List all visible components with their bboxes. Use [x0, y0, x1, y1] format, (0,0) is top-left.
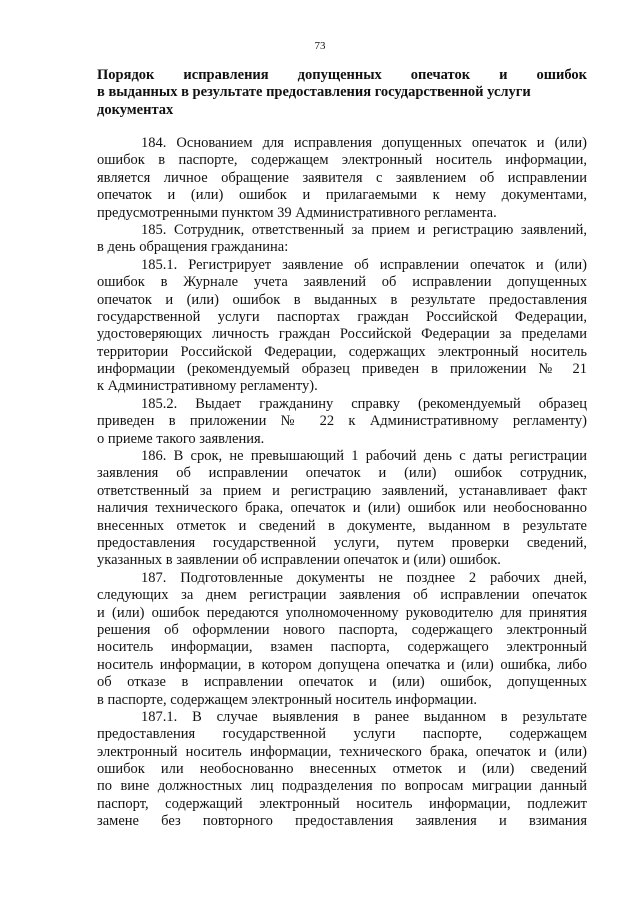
text-line: ошибок в Журнале учета заявлений об исправлении допущенных — [97, 274, 587, 291]
text-line: 186. В срок, не превышающий 1 рабочий день с даты регистрации — [141, 448, 587, 465]
text-line: наличия технического брака, опечаток и (или) ошибок или необоснованно — [97, 500, 587, 517]
text-line: замене без повторного предоставления заявления и взимания — [97, 813, 587, 830]
text-line: 185.1. Регистрирует заявление об исправлении опечаток и (или) — [141, 256, 587, 273]
text-line: информации (рекомендуемый образец приведен в приложении № 21 — [97, 361, 587, 378]
text-line: предоставления государственной услуги, путем проверки сведений, — [97, 534, 587, 551]
text-line: является личное обращение заявителя с заявлением об исправлении — [97, 169, 587, 186]
paragraph-185 — [97, 222, 587, 257]
page-number: 73 — [314, 40, 326, 52]
text-line: приведен в приложении № 22 к Административному регламенту) — [97, 413, 587, 430]
text-line: об отказе в исправлении опечаток и (или) ошибок, допущенных — [97, 674, 587, 691]
text-line: в паспорте, содержащем электронный носитель информации. — [97, 691, 477, 708]
paragraph-185-2 — [97, 396, 587, 448]
paragraph-184 — [97, 135, 587, 222]
text-line: электронный носитель информации, технического брака, опечаток и (или) — [97, 743, 587, 760]
text-line: указанных в заявлении об исправлении опечаток и (или) ошибок. — [97, 552, 501, 569]
text-line: удостоверяющих личность граждан Российской Федерации за пределами — [97, 326, 587, 343]
text-line: опечаток и (или) ошибок в выданных в результате предоставления — [97, 291, 587, 308]
text-line: 185. Сотрудник, ответственный за прием и регистрацию заявлений, — [141, 221, 587, 238]
text-line: и (или) ошибок передаются уполномоченному руководителю для принятия — [97, 604, 587, 621]
text-line: государственной услуги паспортах граждан Российской Федерации, — [97, 308, 587, 325]
text-line: ошибок или необоснованно внесенных отметок и (или) сведений — [97, 761, 587, 778]
heading-line: в выданных в результате предоставления государственной услуги — [97, 84, 531, 101]
paragraph-186 — [97, 448, 587, 570]
paragraph-187 — [97, 570, 587, 709]
text-line: по вине должностных лиц подразделения по вопросам миграции данный — [97, 778, 587, 795]
text-line: заявления об исправлении опечаток и (или) ошибок сотрудник, — [97, 465, 587, 482]
text-line: территории Российской Федерации, содержащих электронный носитель — [97, 343, 587, 360]
text-line: внесенных отметок и сведений в документе, выданном в результате — [97, 517, 587, 534]
text-line: решения об оформлении нового паспорта, содержащего электронный — [97, 621, 587, 638]
text-line: носитель информации, взамен паспорта, содержащего электронный — [97, 639, 587, 656]
paragraph-187-1 — [97, 709, 587, 831]
text-line: предоставления государственной услуги паспорте, содержащем — [97, 726, 587, 743]
text-line: предусмотренными пунктом 39 Административного регламента. — [97, 204, 497, 221]
text-line: о приеме такого заявления. — [97, 430, 265, 447]
text-line: ответственный за прием и регистрацию заявлений, устанавливает факт — [97, 482, 587, 499]
text-line: 187.1. В случае выявления в ранее выданном в результате — [141, 708, 587, 725]
body-text — [97, 135, 587, 831]
text-line: 185.2. Выдает гражданину справку (рекомендуемый образец — [141, 395, 587, 412]
text-line: паспорт, содержащий электронный носитель информации, подлежит — [97, 795, 587, 812]
text-line: следующих за днем регистрации заявления об исправлении опечаток — [97, 587, 587, 604]
text-line: 184. Основанием для исправления допущенных опечаток и (или) — [141, 135, 587, 151]
text-line: носитель информации, в котором допущена опечатка и (или) ошибка, либо — [97, 656, 587, 673]
heading-line: документах — [97, 101, 174, 118]
text-line: к Административному регламенту). — [97, 378, 318, 395]
text-line: 187. Подготовленные документы не позднее 2 рабочих дней, — [141, 569, 587, 586]
text-line: ошибок в паспорте, содержащем электронный носитель информации, — [97, 152, 587, 169]
text-line: в день обращения гражданина: — [97, 239, 289, 256]
text-line: опечаток и (или) ошибок и прилагаемыми к нему документами, — [97, 187, 587, 204]
section-heading — [97, 66, 587, 118]
paragraph-185-1 — [97, 257, 587, 396]
heading-line: Порядок исправления допущенных опечаток и ошибок — [97, 67, 587, 83]
